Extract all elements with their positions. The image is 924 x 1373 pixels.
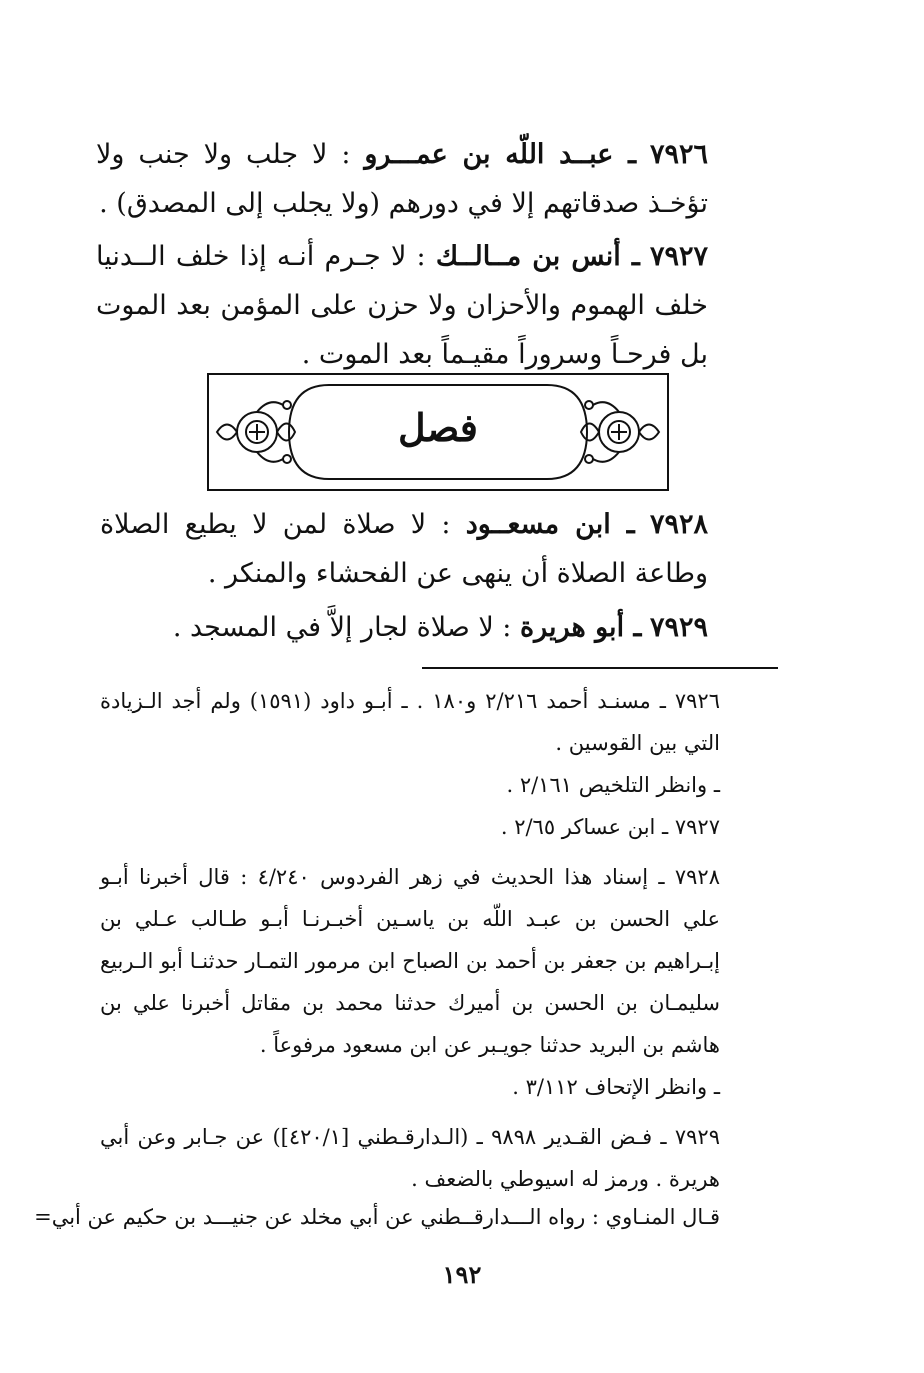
section-heading-frame [207,373,669,491]
hadith-text: : لا صلاة لمن لا يطيع الصلاة وطاعة الصلاة أن ينهى عن الفحشاء والمنكر . [100,509,708,589]
footnote: ٧٩٢٨ ـ إسناد هذا الحديث في زهر الفردوس ٤/٢٤٠ : قال أخبرنا أبـو علي الحسن بن عبـد اللّه بن ياسـين أخبـرنـا أبـو طـالب عـلي بن إبـراهيم بن جعفر بن أحمد بن الصباح ابن مرمور التمـار حدثنـا أبو الـربيع سليمـان بن الحسن بن أميرك حدثنا محمد بن مقاتل أخبرنا علي بن هاشم بن البريد حدثنا جويـبر عن ابن مسعود مرفوعاً . [100,865,720,1057]
hadith-text: : لا صلاة لجار إلاَّ في المسجد . [172,612,512,643]
entry-number: ٧٩٢٦ [649,139,708,170]
hadith-text: : لا جـرم أنـه إذا خلف الــدنيا خلف الهموم والأحزان ولا حزن على المؤمن بعد الموت بل فرحـاً وسروراً مقيـماً بعد الموت . [96,241,708,370]
footnote-divider [422,667,778,669]
page-number: ١٩٢ [442,1260,482,1289]
hadith-entry [100,603,708,652]
entry-number: ٧٩٢٩ [649,612,708,643]
footnote: ٧٩٢٦ ـ مسنـد أحمد ٢/٢١٦ و١٨٠ . ـ أبـو داود (١٥٩١) ولم أجد الـزيادة التي بين القوسين . [100,689,720,755]
narrator-name: ـ عبــد اللّه بن عمـــرو [364,139,637,170]
entry-number: ٧٩٢٧ [649,241,708,272]
narrator-name: ـ أنس بن مــالــك [435,241,640,272]
footnote: ـ وانظر التلخيص ٢/١٦١ . [506,773,720,797]
footnote: ٧٩٢٩ ـ فـض القـدير ٩٨٩٨ ـ (الـدارقـطني [٤٢٠/١]) عن جـابر وعن أبي هريرة . ورمز له اسيوطي بالضعف . [100,1125,720,1191]
narrator-name: ـ أبو هريرة [520,612,642,643]
footnote: قـال المنـاوي : رواه الـــدارقــطني عن أبي مخلد عن جنيـــد بن حكيم عن أبي= [34,1205,720,1229]
hadith-entry [96,232,708,379]
hadith-entry [96,130,708,228]
hadith-text: : لا جلب ولا جنب ولا تؤخـذ صدقاتهم إلا في دورهم (ولا يجلب إلى المصدق) . [96,139,708,219]
footnote: ـ وانظر الإتحاف ٣/١١٢ . [512,1075,720,1099]
hadith-entry [100,500,708,598]
section-heading: فصل [398,405,478,450]
footnote: ٧٩٢٧ ـ ابن عساكر ٢/٦٥ . [500,815,720,839]
entry-number: ٧٩٢٨ [649,509,708,540]
narrator-name: ـ ابن مسعــود [465,509,635,540]
